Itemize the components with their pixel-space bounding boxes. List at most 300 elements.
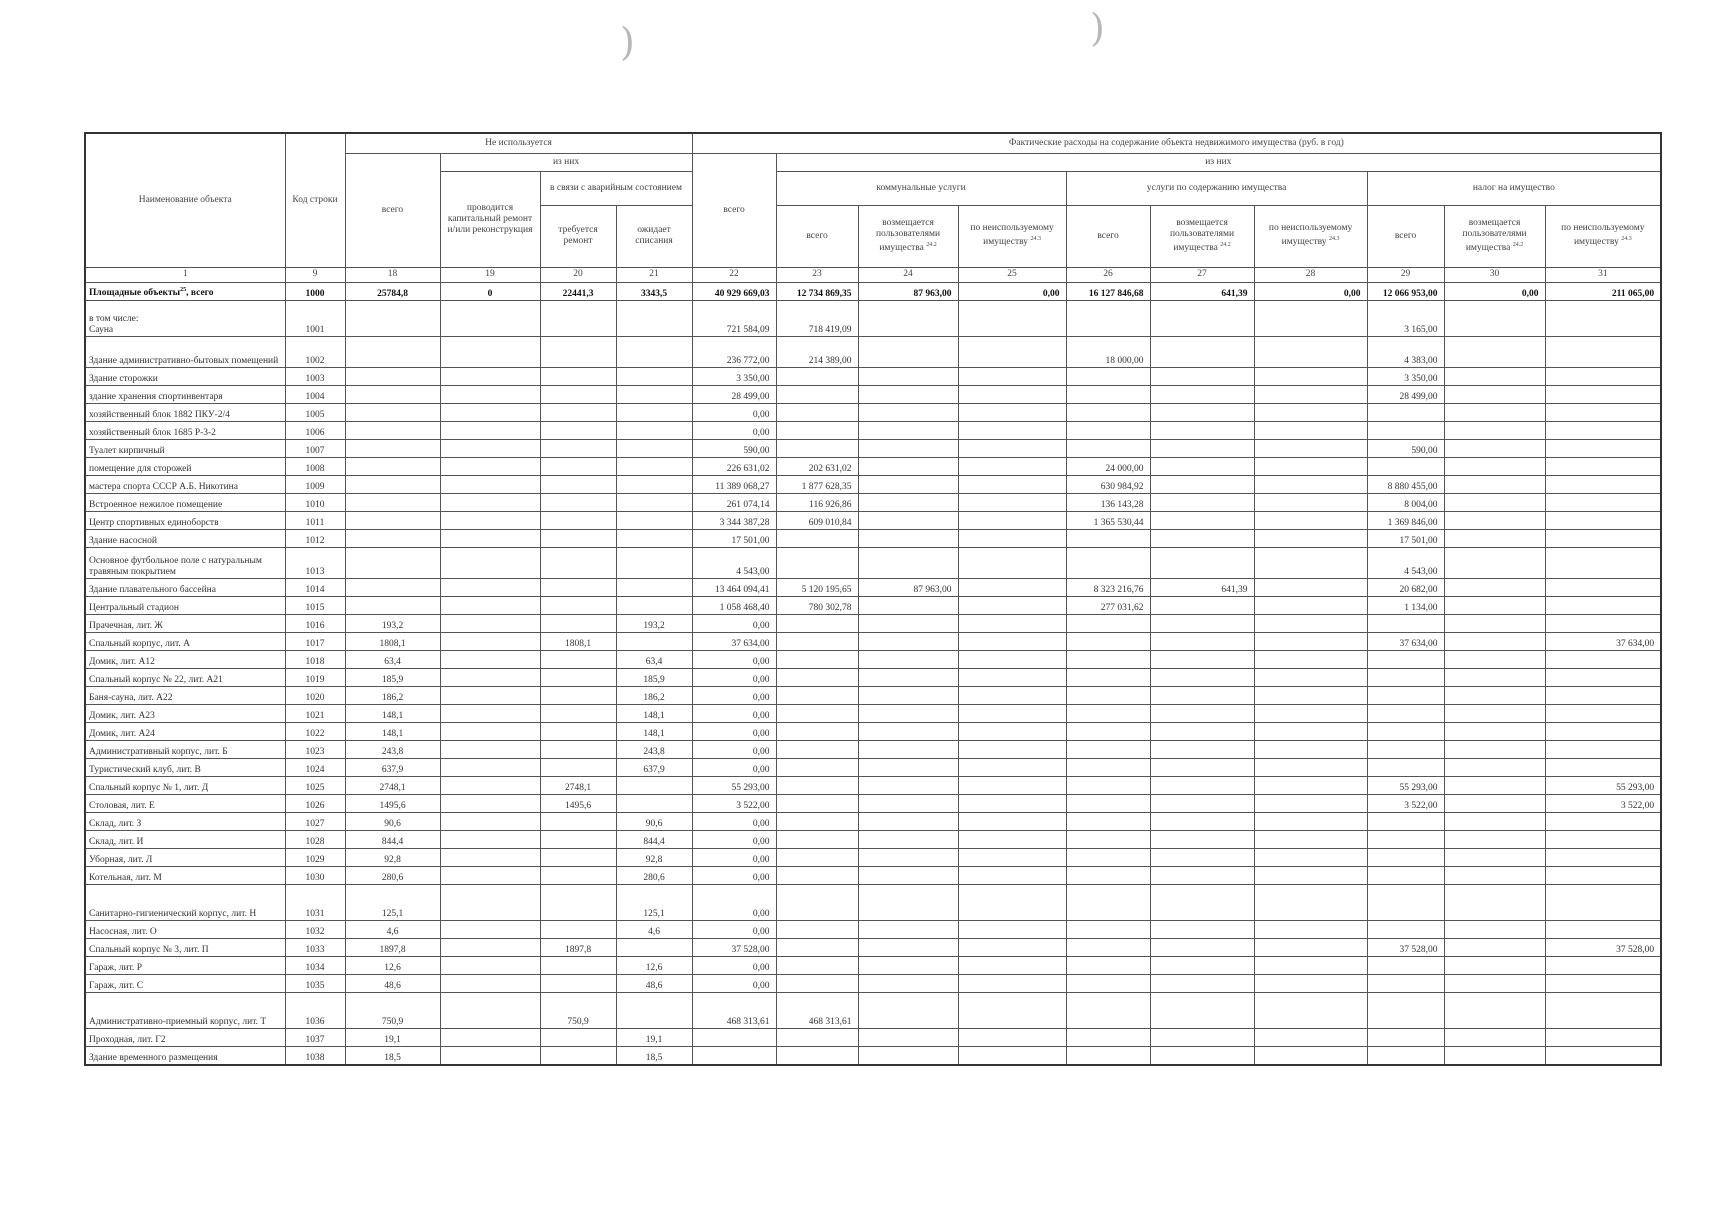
value-cell (1254, 920, 1367, 938)
value-cell: 4,6 (616, 920, 692, 938)
value-cell (1254, 614, 1367, 632)
value-cell (540, 421, 616, 439)
row-code-cell: 1028 (285, 830, 345, 848)
header-of-them: из них (440, 153, 692, 171)
row-code-cell: 1022 (285, 722, 345, 740)
value-cell (958, 992, 1066, 1028)
value-cell (540, 367, 616, 385)
value-cell (776, 704, 858, 722)
value-cell: 3 522,00 (1367, 794, 1444, 812)
value-cell: 243,8 (345, 740, 440, 758)
value-cell (440, 974, 540, 992)
table-row (85, 511, 1661, 529)
value-cell: 186,2 (616, 686, 692, 704)
value-cell (1254, 421, 1367, 439)
value-cell (540, 439, 616, 457)
value-cell (958, 1028, 1066, 1046)
value-cell (1545, 529, 1661, 547)
value-cell (1150, 992, 1254, 1028)
value-cell (692, 1046, 776, 1065)
value-cell (616, 596, 692, 614)
value-cell (1545, 812, 1661, 830)
value-cell (1066, 385, 1150, 403)
value-cell (1545, 493, 1661, 511)
value-cell: 25784,8 (345, 282, 440, 300)
value-cell: 0,00 (692, 668, 776, 686)
table-row (85, 632, 1661, 650)
value-cell: 55 293,00 (692, 776, 776, 794)
table-row (85, 300, 1661, 336)
value-cell: 185,9 (345, 668, 440, 686)
value-cell: 185,9 (616, 668, 692, 686)
value-cell (1367, 1046, 1444, 1065)
object-name-cell: Насосная, лит. О (85, 920, 285, 938)
value-cell: 261 074,14 (692, 493, 776, 511)
value-cell (1367, 650, 1444, 668)
row-code-cell: 1020 (285, 686, 345, 704)
value-cell (776, 403, 858, 421)
value-cell (345, 457, 440, 475)
value-cell (1545, 1028, 1661, 1046)
value-cell: 148,1 (345, 722, 440, 740)
value-cell (1367, 403, 1444, 421)
column-number: 30 (1444, 267, 1545, 282)
scan-bracket-mark: ) (1090, 6, 1105, 50)
value-cell: 5 120 195,65 (776, 578, 858, 596)
value-cell (1066, 614, 1150, 632)
value-cell (958, 704, 1066, 722)
value-cell: 243,8 (616, 740, 692, 758)
value-cell (858, 668, 958, 686)
value-cell: 1 058 468,40 (692, 596, 776, 614)
value-cell: 1495,6 (540, 794, 616, 812)
value-cell (616, 547, 692, 578)
table-header (85, 133, 1661, 282)
table-row (85, 758, 1661, 776)
value-cell: 87 963,00 (858, 578, 958, 596)
value-cell (776, 1028, 858, 1046)
table-row (85, 650, 1661, 668)
value-cell (858, 457, 958, 475)
row-code-cell: 1007 (285, 439, 345, 457)
value-cell (1545, 686, 1661, 704)
value-cell (1254, 812, 1367, 830)
value-cell: 18,5 (616, 1046, 692, 1065)
row-code-cell: 1003 (285, 367, 345, 385)
column-number: 19 (440, 267, 540, 282)
value-cell (540, 300, 616, 336)
value-cell (958, 974, 1066, 992)
value-cell (440, 1046, 540, 1065)
value-cell (958, 956, 1066, 974)
value-cell (1545, 830, 1661, 848)
value-cell (540, 493, 616, 511)
object-name-cell: Склад, лит. З (85, 812, 285, 830)
value-cell: 1 877 628,35 (776, 475, 858, 493)
value-cell (692, 1028, 776, 1046)
value-cell: 3 165,00 (1367, 300, 1444, 336)
value-cell: 4 383,00 (1367, 336, 1444, 367)
header-utilities-reimbursed: возмещается пользователями имущества $^{24.2}$ (858, 205, 958, 267)
value-cell (1367, 614, 1444, 632)
value-cell (1444, 740, 1545, 758)
value-cell: 92,8 (616, 848, 692, 866)
value-cell (1254, 776, 1367, 794)
value-cell: 3 522,00 (692, 794, 776, 812)
value-cell (1367, 956, 1444, 974)
value-cell (1444, 686, 1545, 704)
value-cell (1254, 596, 1367, 614)
value-cell (1066, 421, 1150, 439)
row-code-cell: 1004 (285, 385, 345, 403)
value-cell (1367, 421, 1444, 439)
value-cell: 22441,3 (540, 282, 616, 300)
value-cell (1066, 776, 1150, 794)
value-cell (616, 421, 692, 439)
row-code-cell: 1036 (285, 992, 345, 1028)
row-code-cell: 1016 (285, 614, 345, 632)
value-cell (440, 1028, 540, 1046)
value-cell (776, 848, 858, 866)
value-cell (540, 1046, 616, 1065)
value-cell (1066, 956, 1150, 974)
column-number: 21 (616, 267, 692, 282)
table-row (85, 686, 1661, 704)
value-cell (440, 884, 540, 920)
value-cell: 2748,1 (540, 776, 616, 794)
value-cell: 12,6 (345, 956, 440, 974)
value-cell (1367, 457, 1444, 475)
value-cell (858, 439, 958, 457)
value-cell (1545, 866, 1661, 884)
value-cell (1444, 614, 1545, 632)
value-cell (858, 336, 958, 367)
value-cell (1444, 776, 1545, 794)
value-cell (540, 920, 616, 938)
value-cell (1150, 920, 1254, 938)
row-code-cell: 1037 (285, 1028, 345, 1046)
header-of-them: из них (776, 153, 1661, 171)
value-cell (540, 1028, 616, 1046)
value-cell (776, 614, 858, 632)
row-code-cell: 1035 (285, 974, 345, 992)
object-name-cell: Здание насосной (85, 529, 285, 547)
row-code-cell: 1001 (285, 300, 345, 336)
value-cell: 37 528,00 (1367, 938, 1444, 956)
row-code-cell: 1005 (285, 403, 345, 421)
value-cell: 641,39 (1150, 578, 1254, 596)
value-cell: 17 501,00 (1367, 529, 1444, 547)
value-cell: 24 000,00 (1066, 457, 1150, 475)
value-cell (1254, 367, 1367, 385)
value-cell (1066, 704, 1150, 722)
value-cell (776, 938, 858, 956)
row-code-cell: 1019 (285, 668, 345, 686)
value-cell (1066, 740, 1150, 758)
value-cell (776, 812, 858, 830)
table-row (85, 812, 1661, 830)
object-name-cell: Баня-сауна, лит. А22 (85, 686, 285, 704)
value-cell (540, 740, 616, 758)
header-awaits-writeoff: ожидает списания (616, 205, 692, 267)
value-cell (1150, 758, 1254, 776)
value-cell (440, 403, 540, 421)
value-cell (776, 1046, 858, 1065)
value-cell (1367, 1028, 1444, 1046)
row-code-cell: 1014 (285, 578, 345, 596)
value-cell: 17 501,00 (692, 529, 776, 547)
table-row (85, 668, 1661, 686)
value-cell (1545, 884, 1661, 920)
value-cell (345, 475, 440, 493)
value-cell (345, 578, 440, 596)
value-cell (1367, 740, 1444, 758)
object-name-cell: в том числе: Сауна (85, 300, 285, 336)
value-cell (1254, 529, 1367, 547)
value-cell (776, 686, 858, 704)
value-cell (1066, 1046, 1150, 1065)
value-cell (440, 529, 540, 547)
value-cell (440, 336, 540, 367)
value-cell (1254, 722, 1367, 740)
value-cell (440, 938, 540, 956)
value-cell (958, 457, 1066, 475)
value-cell (958, 866, 1066, 884)
value-cell: 11 389 068,27 (692, 475, 776, 493)
value-cell (1254, 650, 1367, 668)
value-cell: 87 963,00 (858, 282, 958, 300)
value-cell: 90,6 (616, 812, 692, 830)
value-cell (345, 493, 440, 511)
value-cell (1066, 866, 1150, 884)
header-maintenance: услуги по содержанию имущества (1066, 171, 1367, 205)
table-row (85, 920, 1661, 938)
value-cell (1150, 974, 1254, 992)
table-row (85, 596, 1661, 614)
value-cell (1254, 578, 1367, 596)
object-name-cell: Гараж, лит. С (85, 974, 285, 992)
row-code-cell: 1038 (285, 1046, 345, 1065)
value-cell: 0,00 (958, 282, 1066, 300)
value-cell (540, 884, 616, 920)
value-cell (1444, 812, 1545, 830)
value-cell (858, 758, 958, 776)
row-code-cell: 1032 (285, 920, 345, 938)
object-name-cell: Спальный корпус № 1, лит. Д (85, 776, 285, 794)
value-cell (1150, 740, 1254, 758)
object-name-cell: хозяйственный блок 1685 Р-3-2 (85, 421, 285, 439)
header-tax-total: всего (1367, 205, 1444, 267)
value-cell (958, 668, 1066, 686)
column-number: 20 (540, 267, 616, 282)
value-cell (958, 421, 1066, 439)
value-cell: 28 499,00 (1367, 385, 1444, 403)
value-cell (1545, 457, 1661, 475)
value-cell (1367, 668, 1444, 686)
object-name-cell: Административный корпус, лит. Б (85, 740, 285, 758)
value-cell: 0,00 (692, 956, 776, 974)
value-cell (1150, 493, 1254, 511)
value-cell (958, 848, 1066, 866)
table-row (85, 367, 1661, 385)
table-row (85, 457, 1661, 475)
header-maintenance-total: всего (1066, 205, 1150, 267)
value-cell (1545, 439, 1661, 457)
value-cell (858, 704, 958, 722)
column-number: 25 (958, 267, 1066, 282)
value-cell (1066, 439, 1150, 457)
value-cell: 3 344 387,28 (692, 511, 776, 529)
value-cell: 92,8 (345, 848, 440, 866)
value-cell (776, 956, 858, 974)
value-cell: 0,00 (692, 650, 776, 668)
header-needs-repair: требуется ремонт (540, 205, 616, 267)
header-actual-expenses: Фактические расходы на содержание объекта недвижимого имущества (руб. в год) (692, 133, 1661, 153)
value-cell: 468 313,61 (776, 992, 858, 1028)
object-name-cell: мастера спорта СССР А.Б. Никотина (85, 475, 285, 493)
value-cell (776, 650, 858, 668)
value-cell (1254, 938, 1367, 956)
value-cell (616, 385, 692, 403)
object-name-cell: помещение для сторожей (85, 457, 285, 475)
value-cell: 0,00 (692, 704, 776, 722)
value-cell: 1897,8 (540, 938, 616, 956)
row-code-cell: 1023 (285, 740, 345, 758)
value-cell (858, 1028, 958, 1046)
value-cell (958, 578, 1066, 596)
value-cell (858, 794, 958, 812)
value-cell (1066, 403, 1150, 421)
value-cell (1444, 421, 1545, 439)
value-cell: 630 984,92 (1066, 475, 1150, 493)
value-cell (540, 511, 616, 529)
value-cell (616, 529, 692, 547)
value-cell: 12 734 869,35 (776, 282, 858, 300)
table-row (85, 385, 1661, 403)
value-cell: 0 (440, 282, 540, 300)
value-cell (440, 578, 540, 596)
value-cell (540, 385, 616, 403)
value-cell (440, 632, 540, 650)
value-cell (1066, 632, 1150, 650)
object-name-cell: Площадные объекты$^{25}$, всего (85, 282, 285, 300)
value-cell (1150, 794, 1254, 812)
value-cell (958, 632, 1066, 650)
value-cell (858, 722, 958, 740)
value-cell: 19,1 (616, 1028, 692, 1046)
value-cell (858, 1046, 958, 1065)
value-cell (1066, 974, 1150, 992)
table-row (85, 884, 1661, 920)
value-cell (1444, 758, 1545, 776)
value-cell (1254, 848, 1367, 866)
value-cell (776, 439, 858, 457)
value-cell: 136 143,28 (1066, 493, 1150, 511)
value-cell (776, 529, 858, 547)
value-cell (345, 529, 440, 547)
value-cell (858, 632, 958, 650)
object-name-cell: Здание сторожки (85, 367, 285, 385)
value-cell (858, 848, 958, 866)
value-cell (345, 439, 440, 457)
value-cell: 3 350,00 (692, 367, 776, 385)
value-cell: 1 365 530,44 (1066, 511, 1150, 529)
value-cell (776, 974, 858, 992)
header-emergency: в связи с аварийным состоянием (540, 171, 692, 205)
object-name-cell: Проходная, лит. Г2 (85, 1028, 285, 1046)
value-cell (1444, 511, 1545, 529)
value-cell (1254, 686, 1367, 704)
row-code-cell: 1025 (285, 776, 345, 794)
value-cell: 637,9 (345, 758, 440, 776)
value-cell (1444, 1046, 1545, 1065)
value-cell (440, 650, 540, 668)
object-name-cell: Основное футбольное поле с натуральным травяным покрытием (85, 547, 285, 578)
value-cell (616, 439, 692, 457)
value-cell (1150, 511, 1254, 529)
value-cell (345, 385, 440, 403)
value-cell: 1 369 846,00 (1367, 511, 1444, 529)
value-cell (958, 794, 1066, 812)
table-row (85, 866, 1661, 884)
property-expenses-table (84, 132, 1662, 1066)
table-row (85, 740, 1661, 758)
table-row (85, 938, 1661, 956)
value-cell (958, 439, 1066, 457)
value-cell (1150, 830, 1254, 848)
value-cell (958, 529, 1066, 547)
object-name-cell: Центральный стадион (85, 596, 285, 614)
value-cell (958, 686, 1066, 704)
value-cell (616, 457, 692, 475)
value-cell (1545, 758, 1661, 776)
value-cell (1254, 439, 1367, 457)
object-name-cell: Склад, лит. И (85, 830, 285, 848)
value-cell (440, 866, 540, 884)
table-row (85, 614, 1661, 632)
value-cell (1254, 547, 1367, 578)
value-cell (440, 421, 540, 439)
value-cell (958, 920, 1066, 938)
value-cell: 844,4 (616, 830, 692, 848)
row-code-cell: 1002 (285, 336, 345, 367)
value-cell (1254, 740, 1367, 758)
value-cell (1545, 956, 1661, 974)
row-code-cell: 1018 (285, 650, 345, 668)
table-row (85, 403, 1661, 421)
value-cell: 0,00 (692, 974, 776, 992)
value-cell (1066, 938, 1150, 956)
value-cell: 2748,1 (345, 776, 440, 794)
value-cell (1150, 457, 1254, 475)
value-cell (440, 596, 540, 614)
table-row (85, 282, 1661, 300)
value-cell (1150, 884, 1254, 920)
value-cell (1150, 956, 1254, 974)
value-cell (1066, 686, 1150, 704)
row-code-cell: 1021 (285, 704, 345, 722)
row-code-cell: 1017 (285, 632, 345, 650)
value-cell (1150, 421, 1254, 439)
value-cell (958, 614, 1066, 632)
row-code-cell: 1027 (285, 812, 345, 830)
value-cell (540, 704, 616, 722)
value-cell (1545, 992, 1661, 1028)
value-cell (1367, 866, 1444, 884)
value-cell: 280,6 (345, 866, 440, 884)
value-cell: 226 631,02 (692, 457, 776, 475)
value-cell (1150, 336, 1254, 367)
